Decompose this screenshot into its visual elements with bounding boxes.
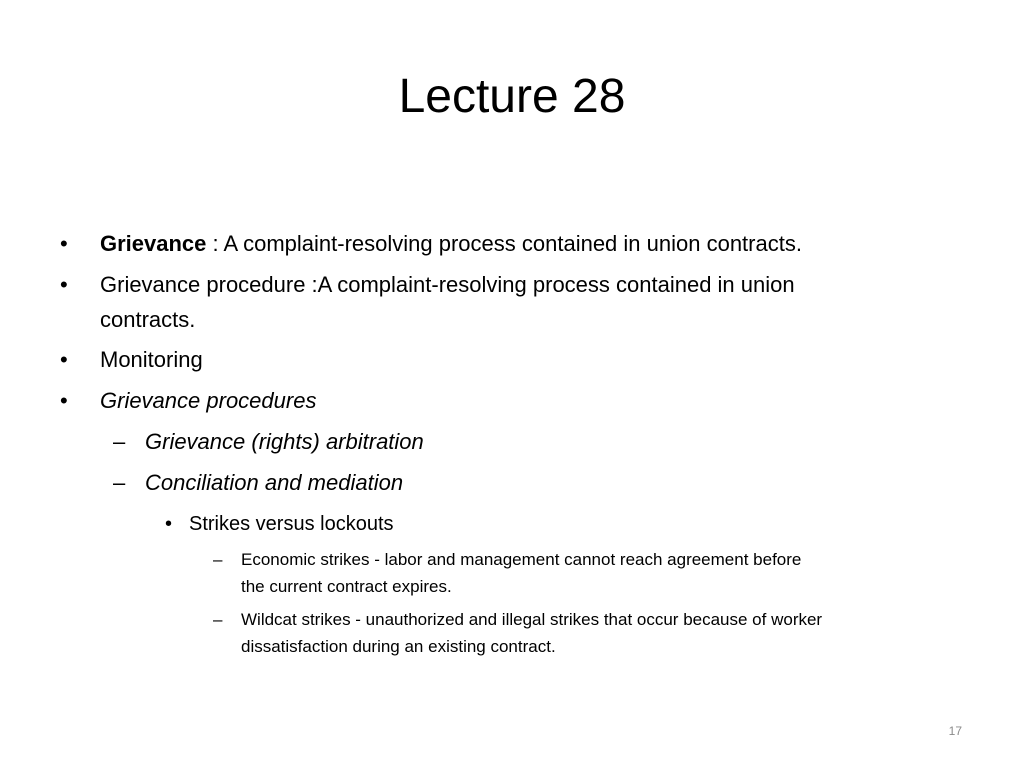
level4-economic-strikes-line2: the current contract expires. bbox=[241, 577, 452, 596]
bullet-item-grievance bbox=[100, 227, 802, 261]
bullet-marker: • bbox=[60, 231, 68, 256]
level4-wildcat-strikes-line1: Wildcat strikes - unauthorized and illegal strikes that occur because of worker bbox=[241, 610, 823, 629]
slide-title: Lecture 28 bbox=[398, 70, 626, 123]
bullet-item-grievance-procedure-line1: Grievance procedure :A complaint-resolving process contained in union bbox=[100, 272, 795, 297]
level4-wildcat-strikes-line2: dissatisfaction during an existing contract. bbox=[241, 637, 556, 656]
level4-economic-strikes-line1: Economic strikes - labor and management cannot reach agreement before bbox=[241, 550, 802, 569]
sub-bullet-rights-arbitration: Grievance (rights) arbitration bbox=[145, 429, 424, 454]
definition-grievance: : A complaint-resolving process contained in union contracts. bbox=[206, 231, 802, 256]
bullet-marker: • bbox=[60, 347, 68, 372]
level3-bullet-marker: • bbox=[165, 513, 173, 535]
bullet-item-monitoring: Monitoring bbox=[100, 347, 203, 372]
bullet-marker: • bbox=[60, 388, 68, 413]
bullet-item-grievance-procedures: Grievance procedures bbox=[100, 388, 317, 413]
sub-bullet-marker: – bbox=[113, 429, 126, 454]
level3-strikes-versus-lockouts: Strikes versus lockouts bbox=[189, 513, 394, 535]
term-grievance: Grievance bbox=[100, 231, 207, 256]
sub-bullet-conciliation-mediation: Conciliation and mediation bbox=[145, 470, 404, 495]
bullet-item-grievance-procedure-line2: contracts. bbox=[100, 307, 196, 332]
level4-bullet-marker: – bbox=[213, 610, 223, 629]
bullet-marker: • bbox=[60, 272, 68, 297]
sub-bullet-marker: – bbox=[113, 470, 126, 495]
level4-bullet-marker: – bbox=[213, 550, 223, 569]
slide-page-number: 17 bbox=[948, 724, 962, 738]
